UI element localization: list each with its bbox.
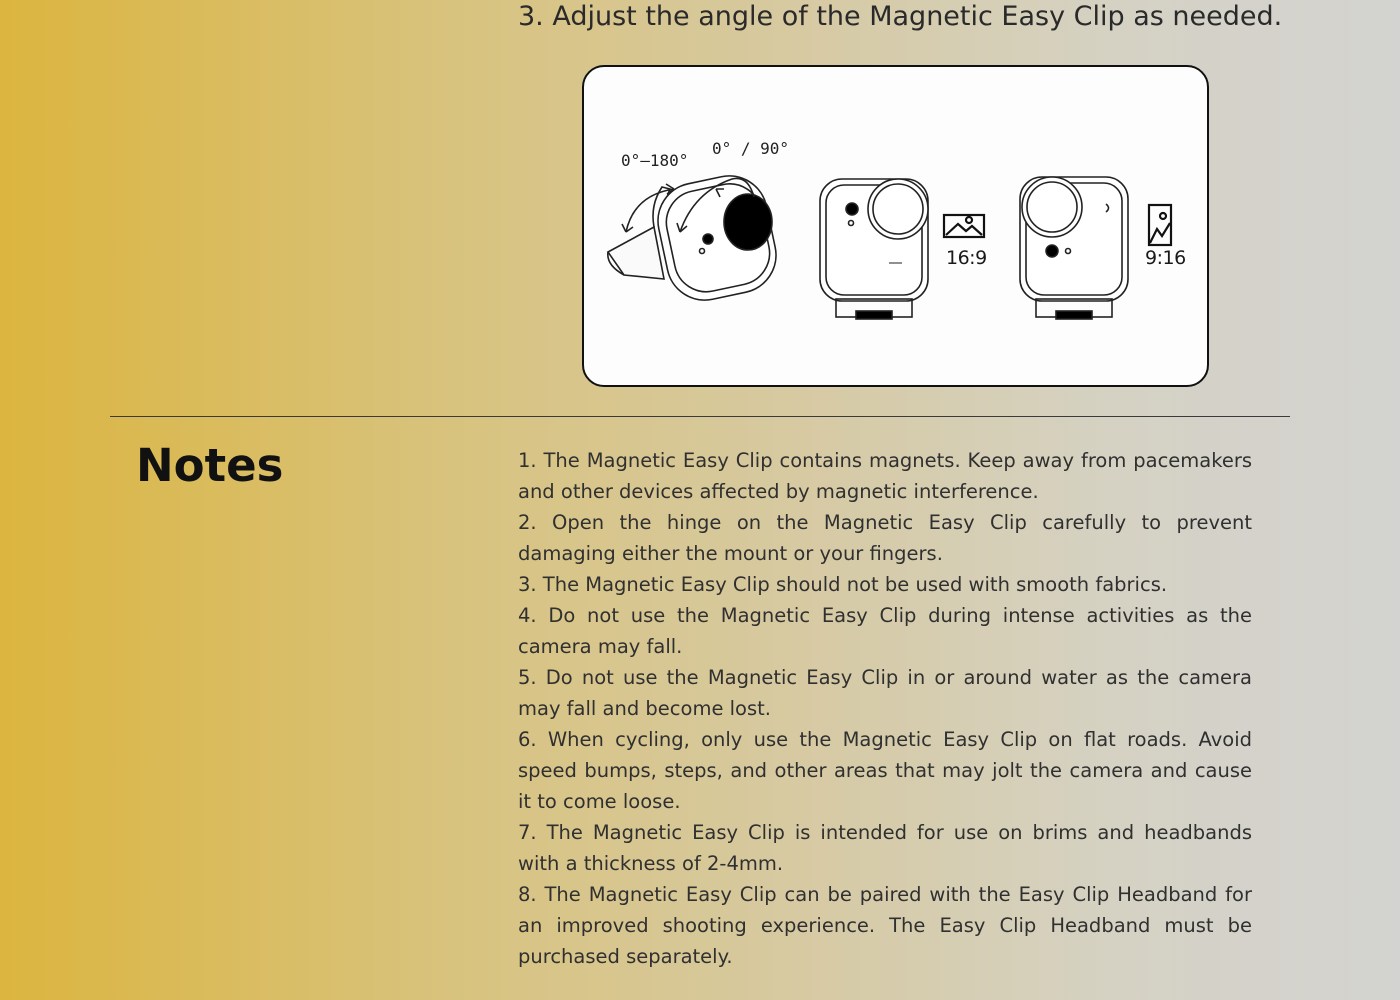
landscape-image-icon: [944, 215, 984, 237]
landscape-ratio-label: 16:9: [946, 247, 987, 269]
portrait-ratio-label: 9:16: [1145, 247, 1186, 269]
step-instruction: 3. Adjust the angle of the Magnetic Easy Clip as needed.: [518, 1, 1283, 32]
list-item: 3. The Magnetic Easy Clip should not be used with smooth fabrics.: [518, 573, 1168, 596]
list-item: 1. The Magnetic Easy Clip contains magnets. Keep away from pacemakers and other devices affected by magnetic interference.: [518, 449, 1252, 503]
tilt-angle-label: 0° / 90°: [712, 139, 790, 158]
angle-adjustment-figure: [582, 65, 1209, 387]
section-divider: [110, 416, 1290, 417]
list-item: 7. The Magnetic Easy Clip is intended for use on brims and headbands with a thickness of 2-4mm.: [518, 821, 1252, 875]
camera-rotation-icon: [608, 169, 783, 307]
figure-drawing: [584, 67, 1207, 385]
list-item: 2. Open the hinge on the Magnetic Easy Clip carefully to prevent damaging either the mount or your fingers.: [518, 511, 1252, 565]
list-item: 6. When cycling, only use the Magnetic Easy Clip on flat roads. Avoid speed bumps, steps, and other areas that may jolt the camera and cause it to come loose.: [518, 728, 1252, 813]
camera-portrait-icon: [1020, 177, 1128, 319]
notes-heading: Notes: [136, 439, 284, 492]
list-item: 8. The Magnetic Easy Clip can be paired with the Easy Clip Headband for an improved shooting experience. The Easy Clip Headband must be purchased separately.: [518, 883, 1252, 968]
list-item: 5. Do not use the Magnetic Easy Clip in or around water as the camera may fall and become lost.: [518, 666, 1252, 720]
portrait-image-icon: [1149, 205, 1171, 245]
camera-landscape-icon: [820, 179, 928, 319]
rotation-angle-label: 0°–180°: [621, 151, 689, 170]
notes-list: [518, 445, 1252, 972]
list-item: 4. Do not use the Magnetic Easy Clip during intense activities as the camera may fall.: [518, 604, 1252, 658]
